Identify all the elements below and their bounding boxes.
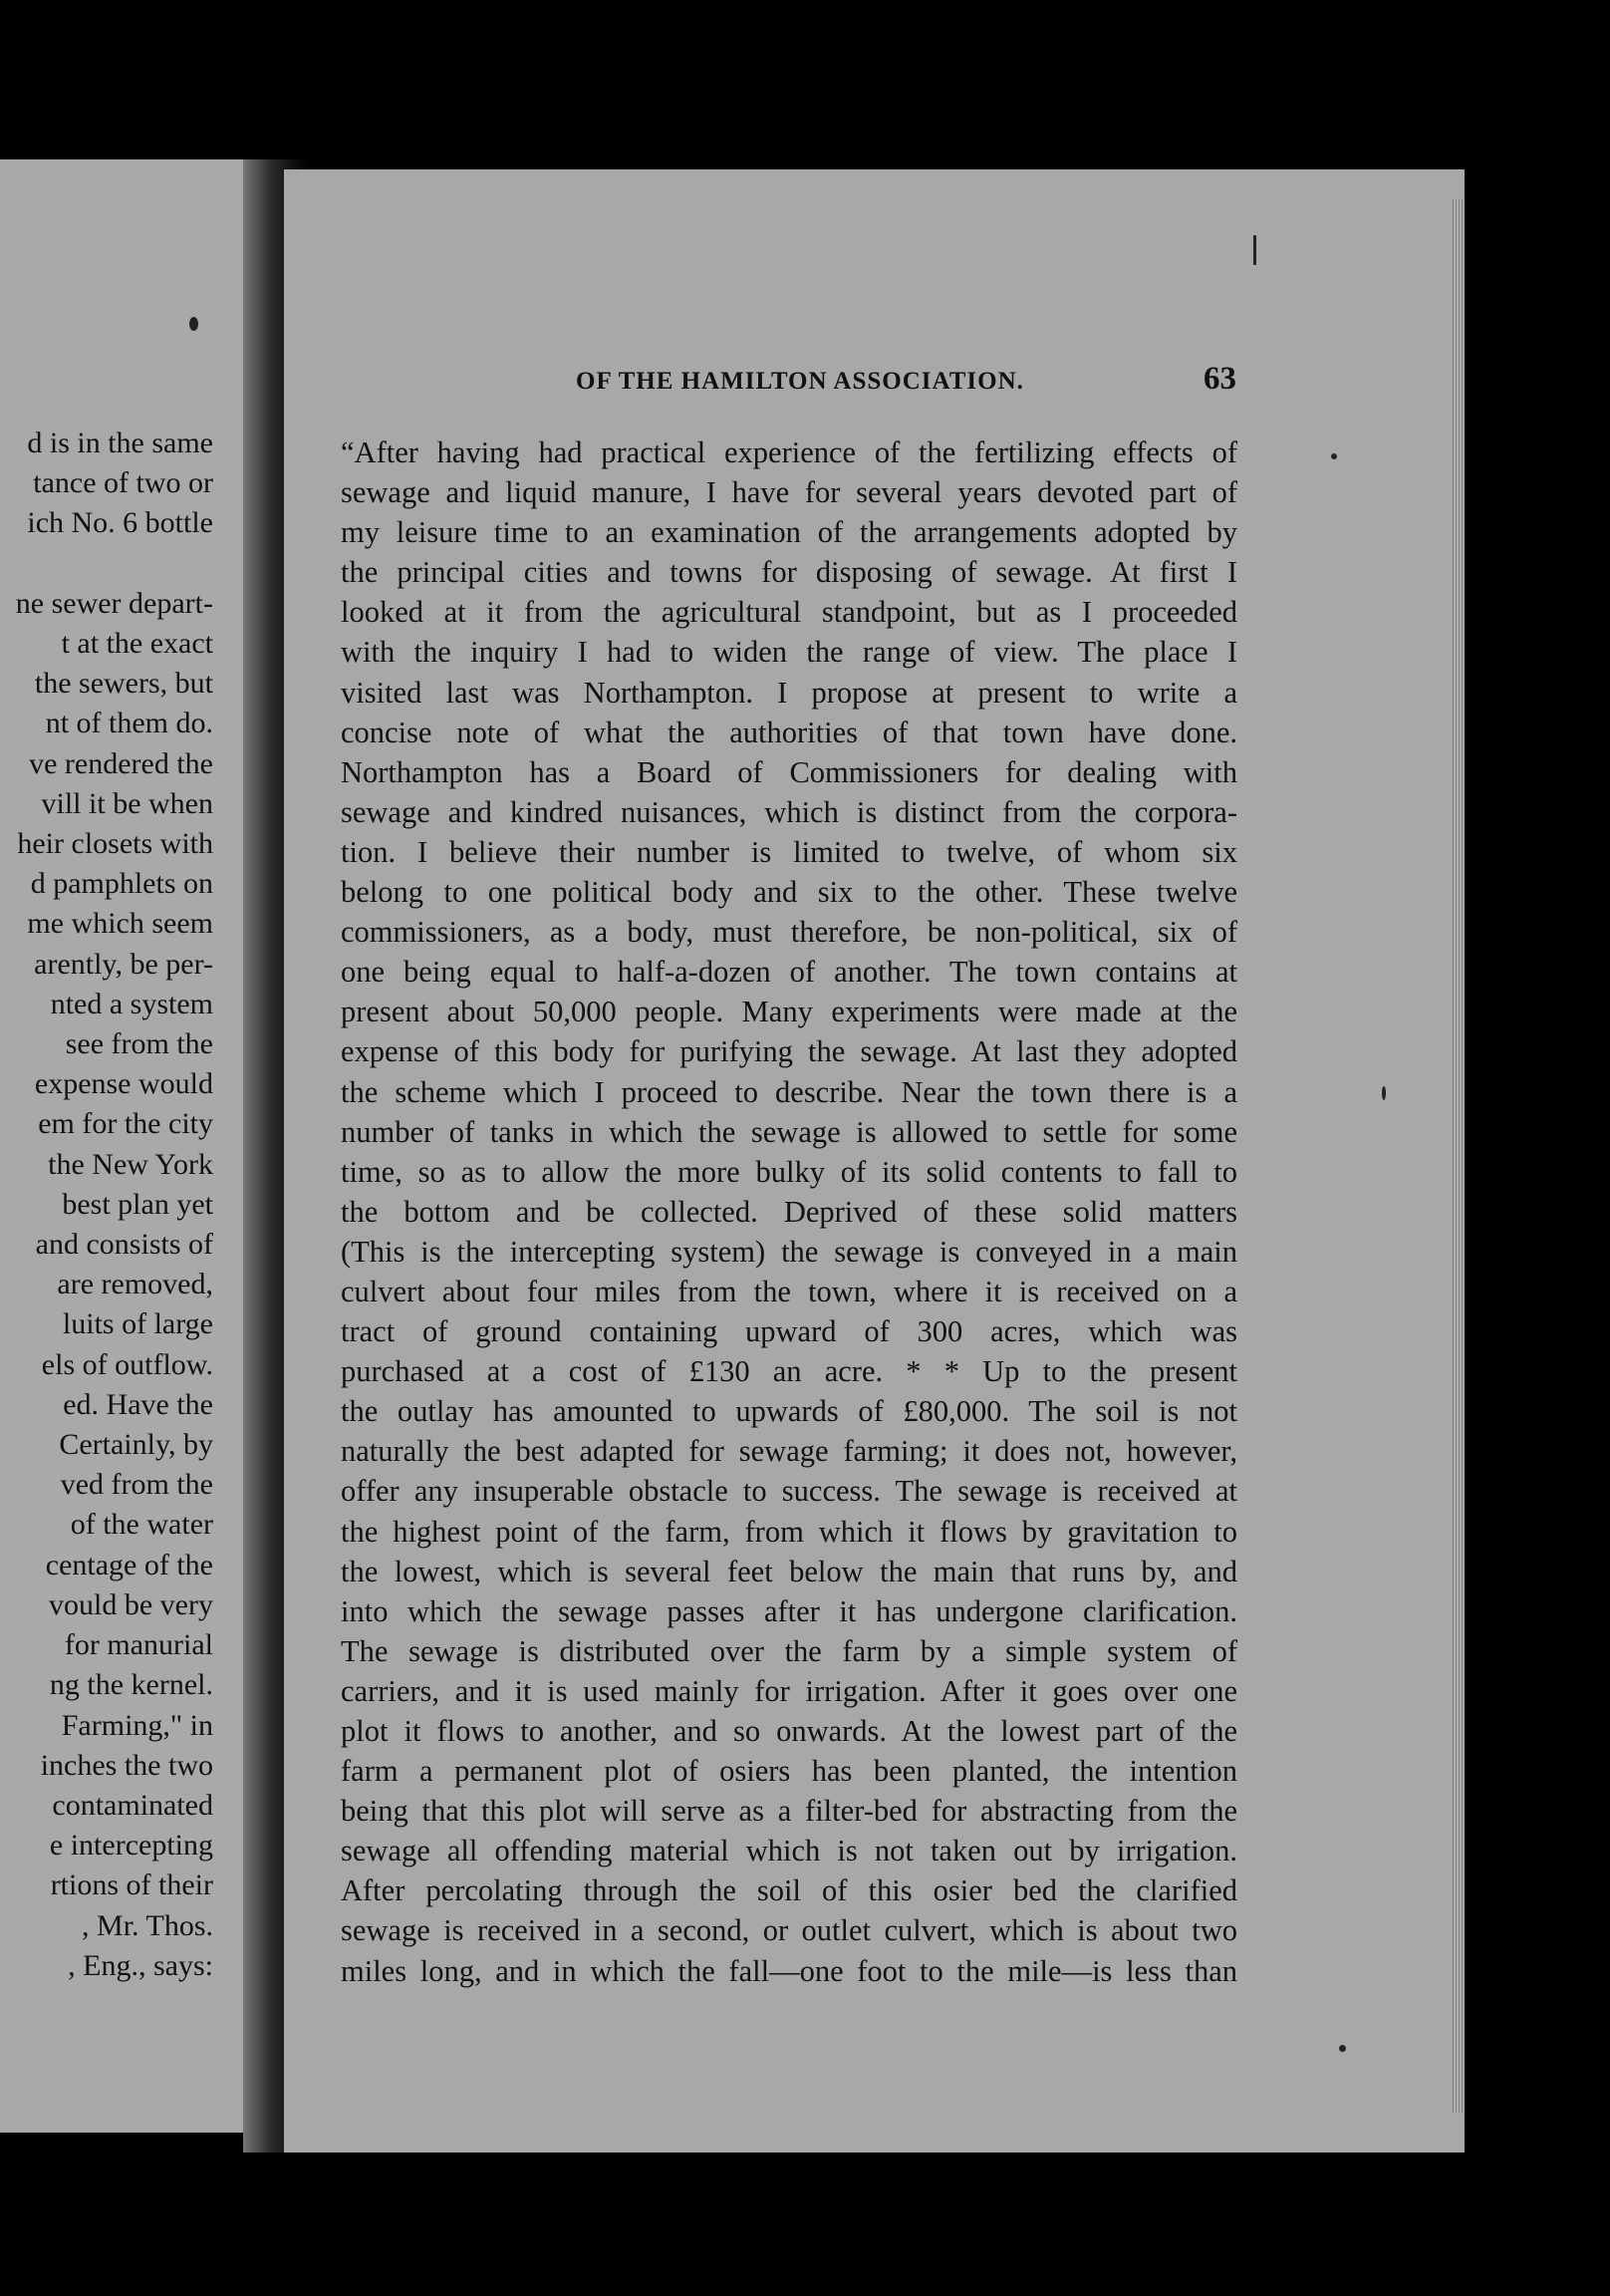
- facing-page-line: the New York: [48, 1147, 213, 1181]
- body-line: concise note of what the authorities of that town have done.: [341, 715, 1237, 749]
- scan-speck: [1339, 2045, 1346, 2052]
- body-line: offer any insuperable obstacle to success. The sewage is received at: [341, 1474, 1237, 1509]
- facing-page-line: ich No. 6 bottle: [27, 506, 213, 540]
- facing-page-line: contaminated: [52, 1788, 213, 1822]
- scan-speck: [189, 317, 198, 331]
- body-line: purchased at a cost of £130 an acre. * * Up to the present: [341, 1354, 1237, 1389]
- body-line: The sewage is distributed over the farm by a simple system of: [341, 1633, 1237, 1668]
- body-line: naturally the best adapted for sewage farming; it does not, however,: [341, 1434, 1237, 1469]
- facing-page-text: [0, 424, 213, 1986]
- scan-speck: [1331, 453, 1337, 459]
- body-line: farm a permanent plot of osiers has been planted, the intention: [341, 1754, 1237, 1789]
- body-line: culvert about four miles from the town, where it is received on a: [341, 1274, 1237, 1308]
- facing-page-line: see from the: [65, 1027, 213, 1061]
- body-line: miles long, and in which the fall—one foot to the mile—is less than: [341, 1953, 1237, 1988]
- facing-page-line: centage of the: [45, 1548, 213, 1581]
- body-line: into which the sewage passes after it has undergone clarification.: [341, 1593, 1237, 1628]
- facing-page-line: heir closets with: [17, 827, 213, 861]
- body-line: After percolating through the soil of this osier bed the clarified: [341, 1873, 1237, 1908]
- running-head: [0, 356, 1610, 406]
- facing-page-line: nt of them do.: [45, 707, 213, 740]
- scan-speck: [1253, 235, 1256, 265]
- body-line: plot it flows to another, and so onwards. At the lowest part of the: [341, 1714, 1237, 1748]
- body-line: tion. I believe their number is limited to twelve, of whom six: [341, 834, 1237, 869]
- facing-page-line: vould be very: [49, 1587, 213, 1621]
- body-line: the principal cities and towns for disposing of sewage. At first I: [341, 555, 1237, 590]
- body-line: carriers, and it is used mainly for irrigation. After it goes over one: [341, 1673, 1237, 1708]
- body-line: the scheme which I proceed to describe. Near the town there is a: [341, 1074, 1237, 1109]
- facing-page-line: [0, 544, 213, 584]
- facing-page-line: , Mr. Thos.: [82, 1908, 213, 1942]
- body-line: one being equal to half-a-dozen of another. The town contains at: [341, 955, 1237, 990]
- facing-page-line: best plan yet: [62, 1187, 213, 1221]
- facing-page-line: vill it be when: [41, 786, 213, 820]
- facing-page-line: of the water: [70, 1508, 213, 1542]
- facing-page-line: expense would: [34, 1067, 213, 1101]
- body-line: my leisure time to an examination of the arrangements adopted by: [341, 515, 1237, 550]
- scan-speck: [1382, 1086, 1386, 1100]
- body-line: commissioners, as a body, must therefore, be non-political, six of: [341, 915, 1237, 950]
- facing-page-line: Farming," in: [61, 1708, 213, 1742]
- facing-page-line: are removed,: [57, 1268, 213, 1301]
- facing-page-line: me which seem: [27, 907, 213, 941]
- body-line: Northampton has a Board of Commissioners for dealing with: [341, 754, 1237, 789]
- body-line: visited last was Northampton. I propose at present to write a: [341, 675, 1237, 710]
- body-line: sewage and kindred nuisances, which is distinct from the corpora-: [341, 794, 1237, 829]
- facing-page-line: and consists of: [35, 1228, 213, 1262]
- body-line: sewage all offending material which is not taken out by irrigation.: [341, 1834, 1237, 1868]
- body-line: sewage and liquid manure, I have for several years devoted part of: [341, 475, 1237, 510]
- body-text: [341, 432, 1237, 1991]
- body-line: sewage is received in a second, or outlet culvert, which is about two: [341, 1913, 1237, 1948]
- facing-page-line: e intercepting: [49, 1829, 213, 1863]
- body-line: the lowest, which is several feet below the main that runs by, and: [341, 1554, 1237, 1588]
- page-number: 63: [1204, 361, 1236, 397]
- facing-page-line: ed. Have the: [63, 1387, 213, 1421]
- running-title: OF THE HAMILTON ASSOCIATION.: [576, 368, 1024, 395]
- facing-page-line: inches the two: [40, 1748, 213, 1782]
- facing-page-line: t at the exact: [61, 627, 213, 661]
- body-line: belong to one political body and six to the other. These twelve: [341, 875, 1237, 910]
- facing-page-line: rtions of their: [50, 1868, 213, 1902]
- facing-page-line: nted a system: [50, 987, 213, 1020]
- facing-page-left: [0, 159, 249, 2133]
- body-line: (This is the intercepting system) the sewage is conveyed in a main: [341, 1234, 1237, 1269]
- body-line: time, so as to allow the more bulky of its solid contents to fall to: [341, 1154, 1237, 1189]
- facing-page-line: ve rendered the: [29, 746, 213, 780]
- facing-page-line: els of outflow.: [41, 1347, 213, 1381]
- body-line: “After having had practical experience of the fertilizing effects of: [341, 435, 1237, 469]
- facing-page-line: em for the city: [38, 1107, 213, 1141]
- facing-page-line: for manurial: [64, 1628, 213, 1662]
- body-line: the bottom and be collected. Deprived of these solid matters: [341, 1194, 1237, 1229]
- facing-page-line: luits of large: [62, 1307, 213, 1341]
- facing-page-line: d pamphlets on: [30, 867, 213, 901]
- facing-page-line: the sewers, but: [34, 667, 213, 701]
- body-line: number of tanks in which the sewage is allowed to settle for some: [341, 1114, 1237, 1149]
- facing-page-line: ng the kernel.: [49, 1668, 213, 1702]
- body-line: the highest point of the farm, from which it flows by gravitation to: [341, 1514, 1237, 1549]
- body-line: tract of ground containing upward of 300 acres, which was: [341, 1314, 1237, 1349]
- body-line: present about 50,000 people. Many experiments were made at the: [341, 995, 1237, 1029]
- body-line: looked at it from the agricultural standpoint, but as I proceeded: [341, 595, 1237, 630]
- body-line: expense of this body for purifying the sewage. At last they adopted: [341, 1034, 1237, 1069]
- body-line: with the inquiry I had to widen the range of view. The place I: [341, 635, 1237, 670]
- facing-page-line: Certainly, by: [59, 1428, 213, 1462]
- body-line: being that this plot will serve as a filter-bed for abstracting from the: [341, 1794, 1237, 1829]
- facing-page-line: tance of two or: [33, 466, 213, 500]
- facing-page-line: d is in the same: [27, 427, 213, 459]
- facing-page-line: ne sewer depart-: [15, 586, 213, 620]
- facing-page-line: ved from the: [60, 1468, 213, 1502]
- facing-page-line: , Eng., says:: [68, 1948, 213, 1982]
- body-line: the outlay has amounted to upwards of £80,000. The soil is not: [341, 1394, 1237, 1429]
- facing-page-line: arently, be per-: [34, 947, 213, 981]
- page-edge: [1453, 199, 1463, 2113]
